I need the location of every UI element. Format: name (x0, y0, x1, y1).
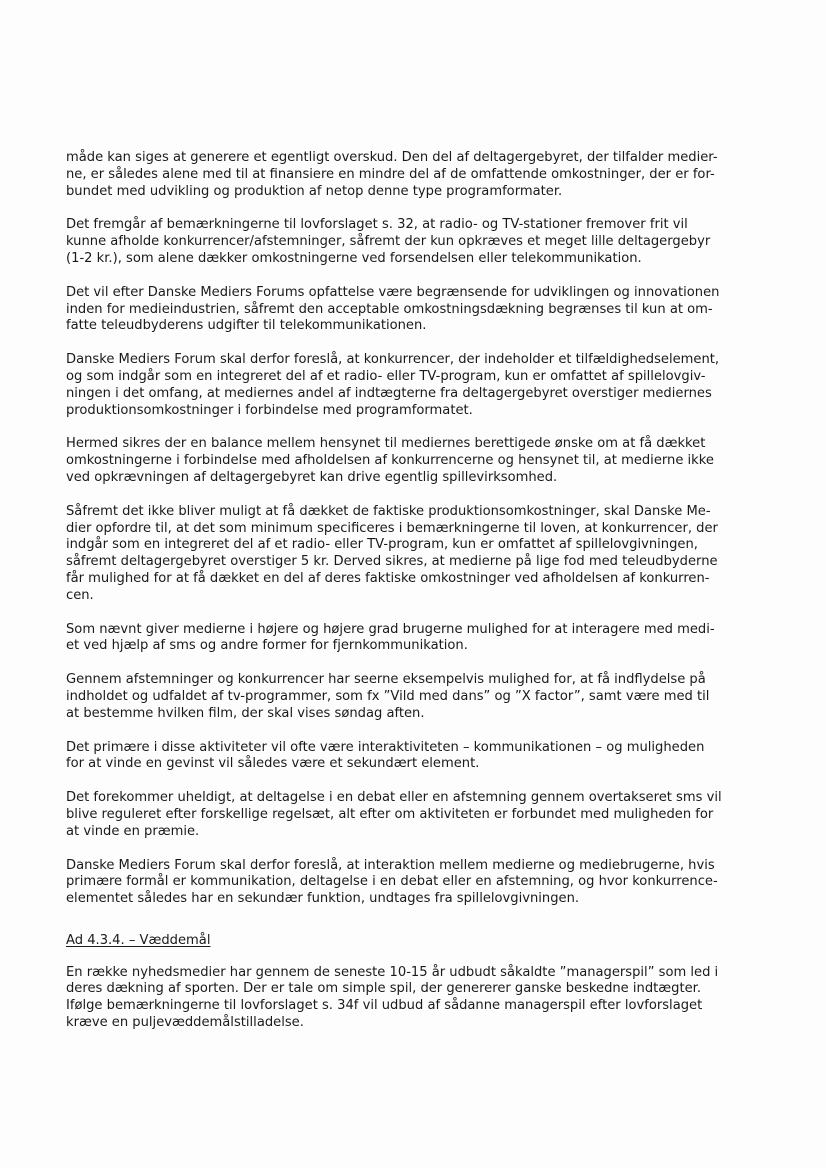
paragraph-line: ved opkrævningen af deltagergebyret kan drive egentlig spillevirksomhed. (66, 469, 558, 485)
paragraph-line: inden for medieindustrien, såfremt den acceptable omkostningsdækning begrænses til kun at om- (66, 301, 713, 317)
paragraph-line: Det forekommer uheldigt, at deltagelse i en debat eller en afstemning gennem overtakseret sms vil (66, 790, 722, 806)
paragraph-line: at vinde en præmie. (66, 823, 200, 839)
paragraph-line: (1-2 kr.), som alene dækker omkostningerne ved forsendelsen eller telekommunikation. (66, 250, 642, 266)
paragraph-line: Det primære i disse aktiviteter vil ofte være interaktiviteten – kommunikationen – og muligheden (66, 739, 705, 755)
paragraph (66, 504, 778, 605)
section-heading: Ad 4.3.4. – Væddemål (66, 932, 211, 948)
paragraph-line: primære formål er kommunikation, deltagelse i en debat eller en afstemning, og hvor konkurrence- (66, 874, 718, 890)
paragraph-line: indholdet og udfaldet af tv-programmer, som fx ”Vild med dans” og ”X factor”, samt være med til (66, 688, 710, 704)
paragraph-line: et ved hjælp af sms og andre former for fjernkommunikation. (66, 638, 468, 654)
paragraph-line: omkostningerne i forbindelse med afholdelsen af konkurrencerne og hensynet til, at medierne ikke (66, 453, 714, 469)
paragraph-line: deres dækning af sporten. Der er tale om simple spil, der genererer ganske beskedne indtægter. (66, 981, 701, 997)
paragraph (66, 150, 778, 200)
paragraph (66, 790, 778, 840)
paragraph-line: Danske Mediers Forum skal derfor foreslå, at interaktion mellem medierne og mediebrugerne, hvis (66, 857, 715, 873)
paragraph (66, 858, 778, 908)
paragraph-line: dier opfordre til, at det som minimum specificeres i bemærkningerne til loven, at konkurrencer, der (66, 520, 718, 536)
paragraph-line: Som nævnt giver medierne i højere og højere grad brugerne mulighed for at interagere med medi- (66, 621, 715, 637)
paragraph (66, 352, 778, 419)
paragraph-line: Det vil efter Danske Mediers Forums opfattelse være begrænsende for udviklingen og innovationen (66, 284, 720, 300)
paragraph-line: Hermed sikres der en balance mellem hensynet til mediernes berettigede ønske om at få dækket (66, 436, 706, 452)
paragraph-line: og som indgår som en integreret del af et radio- eller TV-program, kun er omfattet af spillelovgiv- (66, 368, 706, 384)
paragraph-line: for at vinde en gevinst vil således være et sekundært element. (66, 756, 480, 772)
paragraph-line: at bestemme hvilken film, der skal vises søndag aften. (66, 705, 425, 721)
document-body (66, 150, 778, 1049)
paragraph-line: Ifølge bemærkningerne til lovforslaget s. 34f vil udbud af sådanne managerspil efter lovforslaget (66, 998, 703, 1014)
paragraph-line: får mulighed for at få dækket en del af deres faktiske omkostninger ved afholdelsen af konkurren- (66, 570, 710, 586)
paragraph-line: produktionsomkostninger i forbindelse med programformatet. (66, 402, 473, 418)
paragraph (66, 622, 778, 656)
paragraph-line: elementet således har en sekundær funktion, undtages fra spillelovgivningen. (66, 891, 580, 907)
final-paragraph (66, 965, 778, 1032)
paragraph-line: måde kan siges at generere et egentligt overskud. Den del af deltagergebyret, der tilfalder medier- (66, 150, 718, 165)
paragraph-line: En række nyhedsmedier har gennem de seneste 10-15 år udbudt såkaldte ”managerspil” som led i (66, 964, 719, 980)
paragraph (66, 740, 778, 774)
paragraph-line: kræve en puljevæddemålstilladelse. (66, 1015, 304, 1031)
paragraph-line: kunne afholde konkurrencer/afstemninger, såfremt der kun opkræves et meget lille deltagergebyr (66, 234, 711, 250)
paragraph-line: Det fremgår af bemærkningerne til lovforslaget s. 32, at radio- og TV-stationer fremover frit vil (66, 217, 688, 233)
paragraph-line: ne, er således alene med til at finansiere en mindre del af de omfattende omkostninger, der er for- (66, 166, 715, 182)
paragraph (66, 285, 778, 335)
paragraph-line: ningen i det omfang, at mediernes andel af indtægterne fra deltagergebyret overstiger mediernes (66, 385, 712, 401)
paragraph-line: blive reguleret efter forskellige regelsæt, alt efter om aktiviteten er forbundet med muligheden for (66, 806, 714, 822)
paragraph (66, 217, 778, 267)
paragraph-line: cen. (66, 587, 94, 603)
paragraph-line: såfremt deltagergebyret overstiger 5 kr. Derved sikres, at medierne på lige fod med teleudbyderne (66, 554, 718, 570)
paragraph-line: Gennem afstemninger og konkurrencer har seerne eksempelvis mulighed for, at få indflydelse på (66, 672, 706, 688)
paragraph (66, 672, 778, 722)
paragraph-line: Såfremt det ikke bliver muligt at få dækket de faktiske produktionsomkostninger, skal Danske Me- (66, 503, 711, 519)
paragraph-line: indgår som en integreret del af et radio- eller TV-program, kun er omfattet af spillelovgivningen, (66, 537, 698, 553)
paragraph-line: bundet med udvikling og produktion af netop denne type programformater. (66, 183, 563, 199)
paragraph-line: fatte teleudbyderens udgifter til telekommunikationen. (66, 318, 427, 334)
paragraph (66, 436, 778, 486)
paragraph-line: Danske Mediers Forum skal derfor foreslå, at konkurrencer, der indeholder et tilfældighedselement, (66, 352, 720, 368)
